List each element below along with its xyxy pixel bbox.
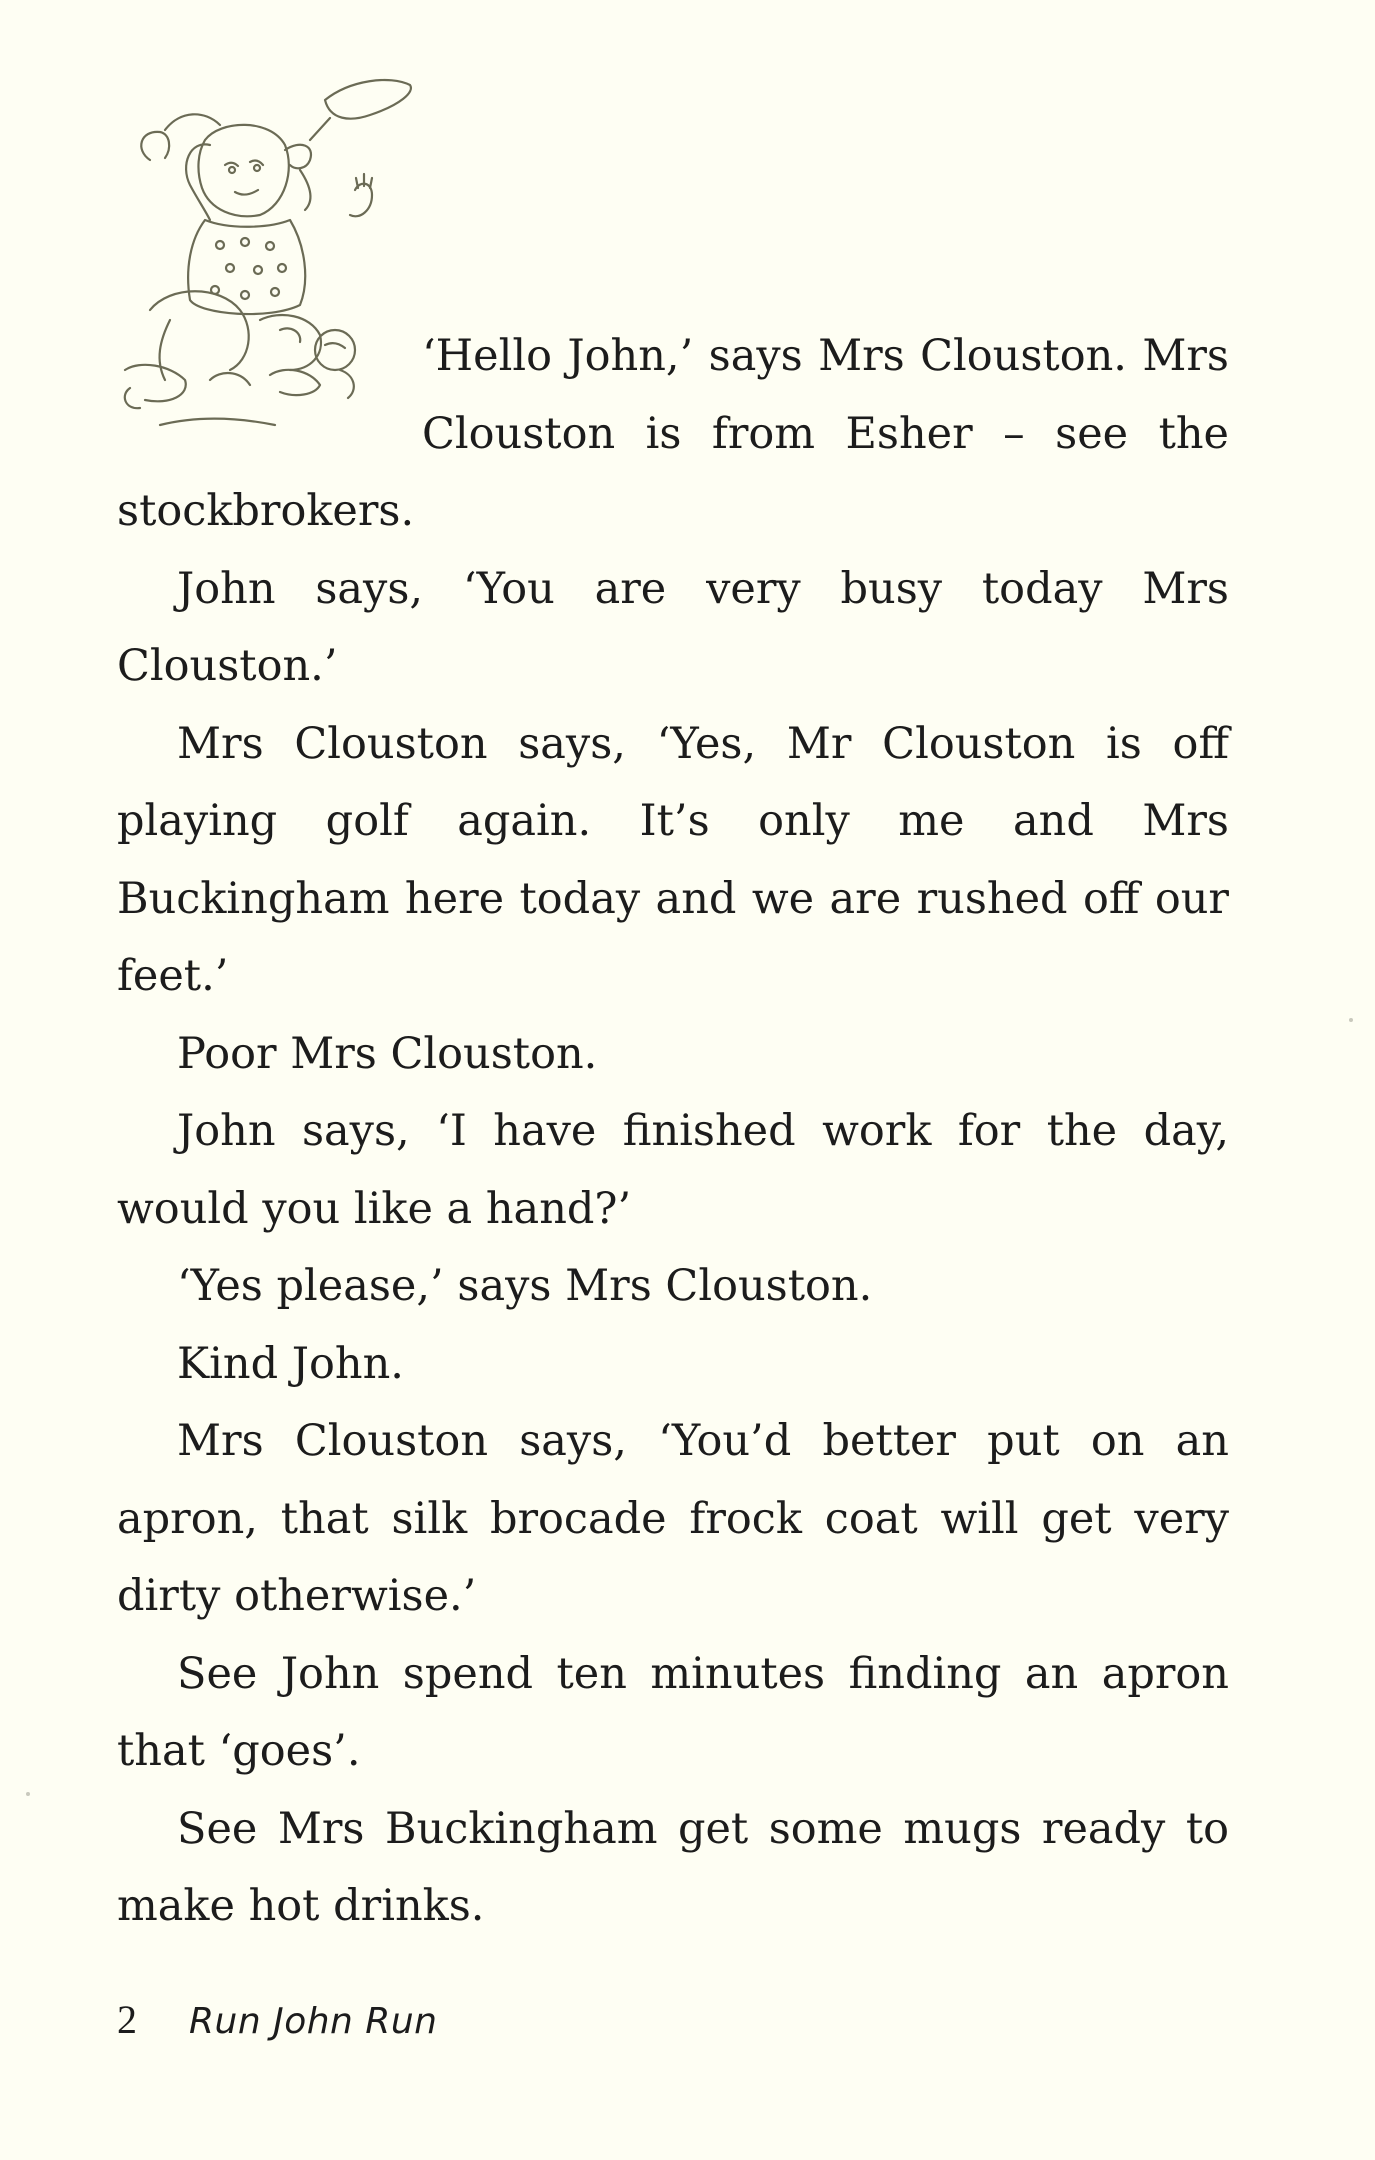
paragraph: Mrs Clouston says, ‘You’d better put on an apron, that silk brocade frock coat will get very dirty otherwise.’ [117,1416,1229,1621]
scan-speck [1349,1018,1353,1022]
paragraph: John says, ‘I have finished work for the day, would you like a hand?’ [117,1106,1229,1234]
paragraph: ‘Hello John,’ says Mrs Clouston. Mrs Clouston is from Esher – see the stockbrokers. [117,331,1229,536]
paragraph: John says, ‘You are very busy today Mrs Clouston.’ [117,563,1229,691]
illustration-spacer [117,318,422,473]
scan-speck [26,1792,30,1796]
page-footer [117,1996,437,2056]
page-number: 2 [117,1997,137,2042]
running-title: Run John Run [189,2001,438,2042]
paragraph: See John spend ten minutes finding an apron that ‘goes’. [117,1648,1229,1776]
paragraph: Mrs Clouston says, ‘Yes, Mr Clouston is off playing golf again. It’s only me and Mrs Buckingham here today and we are rushed off our feet.’ [117,718,1229,1001]
paragraph: Poor Mrs Clouston. [177,1028,598,1079]
paragraph: ‘Yes please,’ says Mrs Clouston. [177,1261,873,1311]
paragraph: See Mrs Buckingham get some mugs ready to make hot drinks. [117,1803,1229,1931]
paragraph: Kind John. [177,1338,404,1389]
body-text [117,318,1229,1946]
